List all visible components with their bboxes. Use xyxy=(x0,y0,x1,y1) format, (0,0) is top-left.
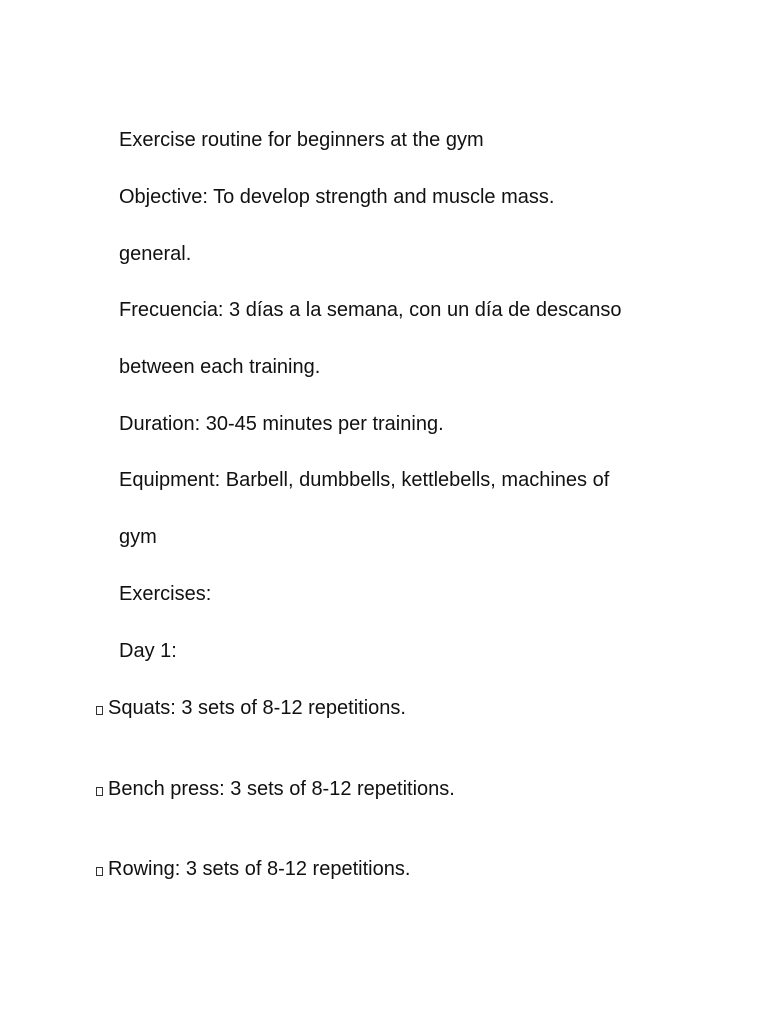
list-item-text: Squats: 3 sets of 8-12 repetitions. xyxy=(108,697,406,719)
exercises-heading: Exercises: xyxy=(119,583,212,605)
list-item-text: Rowing: 3 sets of 8-12 repetitions. xyxy=(108,858,411,880)
equipment-line-2: gym xyxy=(119,526,157,548)
day-heading: Day 1: xyxy=(119,640,177,662)
frequency-line-2: between each training. xyxy=(119,356,321,378)
missing-glyph-icon xyxy=(96,787,103,796)
frequency-line-1: Frecuencia: 3 días a la semana, con un día de descanso xyxy=(119,299,622,321)
document-title: Exercise routine for beginners at the gym xyxy=(119,129,484,151)
list-item-text: Bench press: 3 sets of 8-12 repetitions. xyxy=(108,778,455,800)
list-item xyxy=(96,696,406,720)
missing-glyph-icon xyxy=(96,867,103,876)
objective-line-1: Objective: To develop strength and muscle mass. xyxy=(119,186,555,208)
list-item xyxy=(96,857,410,881)
equipment-line-1: Equipment: Barbell, dumbbells, kettlebells, machines of xyxy=(119,469,610,491)
objective-line-2: general. xyxy=(119,243,192,265)
missing-glyph-icon xyxy=(96,706,103,715)
duration-line: Duration: 30-45 minutes per training. xyxy=(119,413,444,435)
list-item xyxy=(96,777,455,801)
